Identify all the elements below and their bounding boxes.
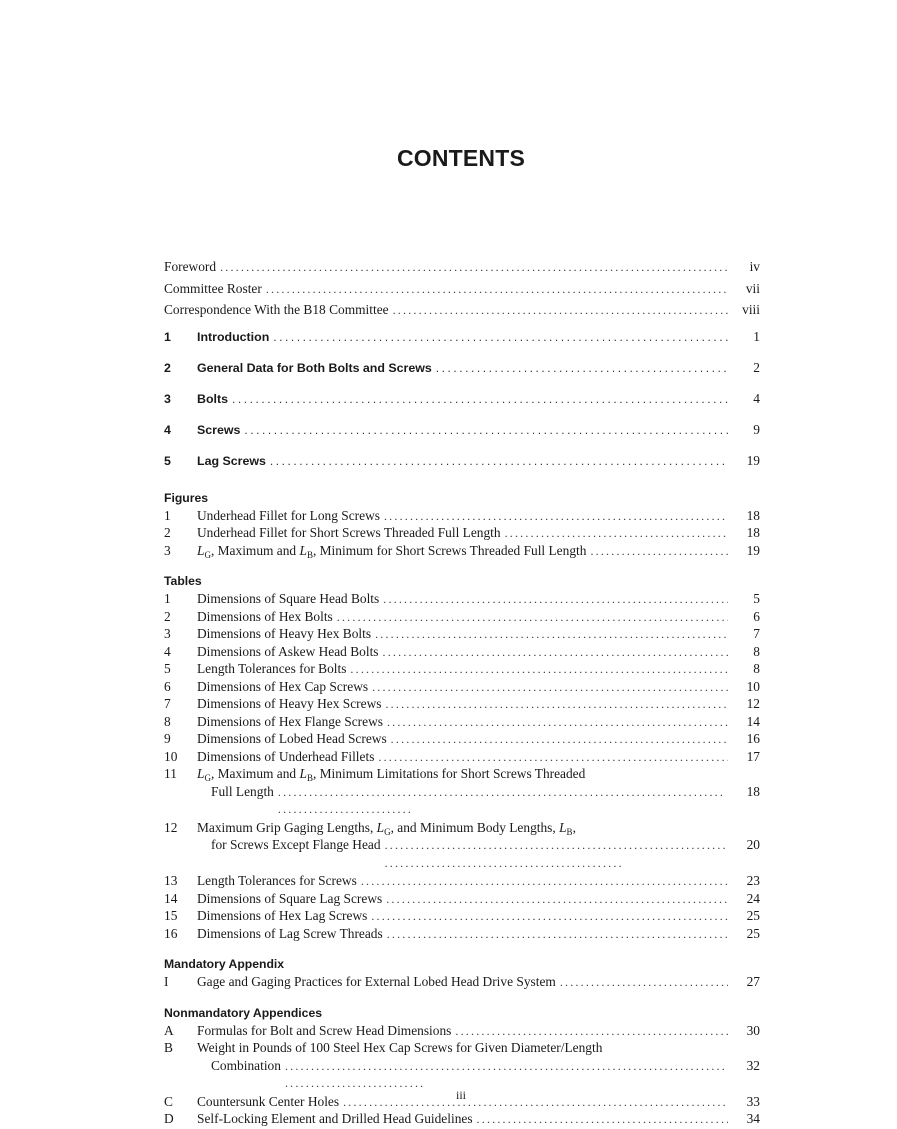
figure-label: Underhead Fillet for Long Screws — [197, 507, 380, 523]
table-number: 11 — [164, 766, 177, 781]
table-page: 7 — [753, 626, 760, 641]
table-label: Dimensions of Heavy Hex Bolts — [197, 626, 372, 641]
symbol-l: L — [299, 542, 307, 558]
label-part: , Minimum for Short Screws Threaded Full Length — [312, 542, 587, 558]
section-number: 5 — [164, 453, 171, 468]
appendix-number: D — [164, 1111, 174, 1126]
table-label: Dimensions of Underhead Fillets — [197, 748, 375, 764]
toc-table-13[interactable] — [164, 872, 760, 890]
nonmandatory-appendices-heading: Nonmandatory Appendices — [164, 1005, 323, 1020]
table-label — [197, 819, 760, 837]
table-number: 8 — [164, 713, 171, 729]
dot-leader — [385, 837, 728, 872]
table-page: 25 — [746, 925, 760, 941]
dot-leader — [372, 679, 728, 697]
section-number: 1 — [164, 329, 171, 344]
section-number: 3 — [164, 391, 171, 406]
appendix-label-continuation: Combination — [211, 1057, 281, 1073]
subscript-g: G — [384, 826, 391, 837]
table-page: 14 — [746, 713, 760, 729]
toc-table-15[interactable] — [164, 907, 760, 925]
table-label: Dimensions of Askew Head Bolts — [197, 643, 379, 659]
label-part: , — [572, 819, 576, 835]
entry-label: Committee Roster — [164, 280, 262, 296]
table-page: 6 — [753, 608, 760, 624]
toc-figure-2[interactable] — [164, 524, 760, 542]
appendix-label: Countersunk Center Holes — [197, 1093, 340, 1109]
appendix-page: 30 — [746, 1022, 760, 1038]
toc-section-5[interactable] — [164, 445, 760, 476]
toc-table-12[interactable] — [164, 819, 760, 873]
table-label-continuation: Full Length — [211, 783, 274, 799]
symbol-l: L — [197, 542, 205, 558]
figure-number: 3 — [164, 542, 171, 558]
table-number: 15 — [164, 908, 178, 923]
table-number: 9 — [164, 731, 171, 746]
dot-leader — [220, 257, 728, 279]
section-number: 2 — [164, 360, 171, 375]
table-page: 8 — [753, 661, 760, 676]
table-label: Dimensions of Hex Lag Screws — [197, 908, 368, 923]
figure-label: Underhead Fillet for Short Screws Threaded Full Length — [197, 525, 501, 540]
table-page: 18 — [746, 783, 760, 799]
dot-leader — [266, 279, 728, 301]
section-label: Introduction — [197, 329, 270, 344]
table-label: Dimensions of Hex Bolts — [197, 608, 333, 624]
dot-leader — [387, 926, 728, 944]
table-number: 2 — [164, 608, 171, 624]
section-page: 9 — [753, 421, 760, 437]
toc-section-1[interactable] — [164, 321, 760, 352]
toc-entry-correspondence[interactable] — [164, 299, 760, 321]
page-title: CONTENTS — [396, 145, 526, 171]
label-part: , and Minimum Body Lengths, — [390, 819, 560, 835]
figure-label — [197, 542, 586, 560]
table-label: Length Tolerances for Bolts — [197, 661, 347, 676]
table-page: 24 — [746, 890, 760, 906]
toc-table-14[interactable] — [164, 890, 760, 908]
toc-table-5[interactable] — [164, 660, 760, 678]
appendix-label: Formulas for Bolt and Screw Head Dimensions — [197, 1022, 452, 1038]
dot-leader — [387, 714, 728, 732]
table-page: 12 — [746, 696, 760, 711]
dot-leader — [273, 322, 728, 353]
section-label: General Data for Both Bolts and Screws — [197, 360, 432, 375]
section-page: 1 — [753, 328, 760, 344]
subscript-b: B — [306, 773, 313, 783]
toc-table-16[interactable] — [164, 925, 760, 943]
symbol-l: L — [299, 766, 307, 781]
table-number: 12 — [164, 819, 178, 835]
appendix-page: 33 — [746, 1093, 760, 1109]
table-page: 8 — [753, 643, 760, 659]
appendix-label: Weight in Pounds of 100 Steel Hex Cap Screws for Given Diameter/Length — [197, 1040, 603, 1055]
table-number: 3 — [164, 626, 171, 641]
appendix-number: A — [164, 1022, 174, 1038]
toc-table-6[interactable] — [164, 678, 760, 696]
table-page: 25 — [746, 908, 760, 923]
dot-leader — [505, 525, 728, 543]
table-of-contents — [164, 256, 760, 1128]
subscript-b: B — [306, 549, 313, 560]
table-label-continuation: for Screws Except Flange Head — [211, 837, 381, 852]
table-page: 10 — [746, 678, 760, 694]
dot-leader — [337, 609, 728, 627]
table-number: 5 — [164, 661, 171, 676]
dot-leader — [378, 749, 728, 767]
table-number: 4 — [164, 643, 171, 659]
toc-table-3[interactable] — [164, 625, 760, 643]
toc-table-4[interactable] — [164, 643, 760, 661]
dot-leader — [383, 644, 728, 662]
dot-leader — [385, 696, 728, 714]
table-label: Length Tolerances for Screws — [197, 873, 357, 888]
dot-leader — [391, 731, 728, 749]
table-label: Dimensions of Square Head Bolts — [197, 591, 380, 606]
dot-leader — [455, 1023, 728, 1041]
entry-label: Foreword — [164, 259, 217, 274]
section-page: 19 — [746, 452, 760, 468]
table-number: 1 — [164, 591, 171, 606]
dot-leader — [384, 508, 728, 526]
toc-appendix-d[interactable] — [164, 1110, 760, 1128]
subscript-g: G — [204, 773, 211, 783]
section-page: 2 — [753, 359, 760, 375]
label-part: Maximum Grip Gaging Lengths, — [197, 819, 377, 835]
appendix-number: I — [164, 974, 169, 989]
dot-leader — [477, 1111, 728, 1129]
subscript-b: B — [566, 826, 573, 837]
appendix-number: C — [164, 1093, 173, 1109]
section-label: Bolts — [197, 391, 228, 406]
table-number: 16 — [164, 925, 178, 941]
toc-table-7[interactable] — [164, 695, 760, 713]
dot-leader — [270, 446, 728, 477]
toc-appendix-a[interactable] — [164, 1022, 760, 1040]
mandatory-appendix-heading: Mandatory Appendix — [164, 957, 285, 971]
appendix-label: Gage and Gaging Practices for External Lobed Head Drive System — [197, 974, 556, 989]
label-part: , Maximum and — [210, 766, 300, 781]
table-number: 7 — [164, 696, 171, 711]
symbol-l: L — [559, 819, 567, 835]
toc-figure-3[interactable] — [164, 542, 760, 560]
toc-table-1[interactable] — [164, 590, 760, 608]
table-number: 6 — [164, 678, 171, 694]
toc-table-8[interactable] — [164, 713, 760, 731]
table-page: 17 — [746, 748, 760, 764]
dot-leader — [232, 384, 728, 415]
dot-leader — [393, 300, 728, 322]
figure-page: 18 — [746, 507, 760, 523]
table-page: 20 — [746, 837, 760, 852]
figure-number: 1 — [164, 507, 171, 523]
dot-leader — [383, 591, 728, 609]
section-page: 4 — [753, 390, 760, 406]
entry-page: vii — [745, 280, 760, 296]
toc-entry-committee-roster[interactable] — [164, 278, 760, 300]
entry-page: iv — [749, 259, 760, 274]
dot-leader — [590, 543, 728, 561]
appendix-page: 27 — [746, 974, 760, 989]
toc-table-2[interactable] — [164, 608, 760, 626]
table-label: Dimensions of Hex Flange Screws — [197, 713, 383, 729]
figures-heading: Figures — [164, 490, 209, 505]
toc-table-9[interactable] — [164, 730, 760, 748]
figure-page: 19 — [746, 542, 760, 558]
label-part: , Maximum and — [210, 542, 300, 558]
page-number: iii — [455, 1088, 466, 1102]
toc-entry-foreword[interactable] — [164, 256, 760, 278]
label-part: , Minimum Limitations for Short Screws Threaded — [312, 766, 586, 781]
toc-appendix-b[interactable] — [164, 1039, 760, 1093]
table-label: Dimensions of Lag Screw Threads — [197, 925, 383, 941]
symbol-l: L — [197, 766, 205, 781]
entry-label: Correspondence With the B18 Committee — [164, 302, 389, 317]
toc-appendix-i[interactable] — [164, 973, 760, 991]
section-number: 4 — [164, 422, 171, 437]
table-page: 23 — [746, 873, 760, 888]
dot-leader — [361, 873, 728, 891]
table-number: 13 — [164, 873, 178, 888]
toc-section-3[interactable] — [164, 383, 760, 414]
toc-figure-1[interactable] — [164, 507, 760, 525]
table-page: 5 — [753, 591, 760, 606]
table-label: Dimensions of Lobed Head Screws — [197, 731, 387, 746]
dot-leader — [375, 626, 728, 644]
dot-leader — [350, 661, 728, 679]
figure-page: 18 — [746, 525, 760, 540]
table-label: Dimensions of Heavy Hex Screws — [197, 696, 382, 711]
appendix-page: 34 — [746, 1111, 760, 1126]
dot-leader — [436, 353, 728, 384]
dot-leader — [244, 415, 728, 446]
table-label: Dimensions of Hex Cap Screws — [197, 678, 369, 694]
section-label: Screws — [197, 422, 241, 437]
table-number: 10 — [164, 748, 178, 764]
toc-section-4[interactable] — [164, 414, 760, 445]
toc-section-2[interactable] — [164, 352, 760, 383]
toc-table-10[interactable] — [164, 748, 760, 766]
appendix-page: 32 — [746, 1057, 760, 1073]
figure-number: 2 — [164, 525, 171, 540]
appendix-number: B — [164, 1040, 173, 1055]
dot-leader — [278, 784, 728, 819]
dot-leader — [371, 908, 728, 926]
toc-table-11[interactable] — [164, 765, 760, 819]
table-label: Dimensions of Square Lag Screws — [197, 890, 383, 906]
appendix-label: Self-Locking Element and Drilled Head Guidelines — [197, 1111, 473, 1126]
table-label — [197, 765, 760, 783]
entry-page: viii — [742, 302, 760, 317]
table-page: 16 — [746, 731, 760, 746]
table-number: 14 — [164, 890, 178, 906]
section-label: Lag Screws — [197, 453, 266, 468]
tables-heading: Tables — [164, 574, 202, 588]
subscript-g: G — [204, 549, 211, 560]
dot-leader — [560, 974, 728, 992]
symbol-l: L — [376, 819, 385, 835]
dot-leader — [386, 891, 728, 909]
